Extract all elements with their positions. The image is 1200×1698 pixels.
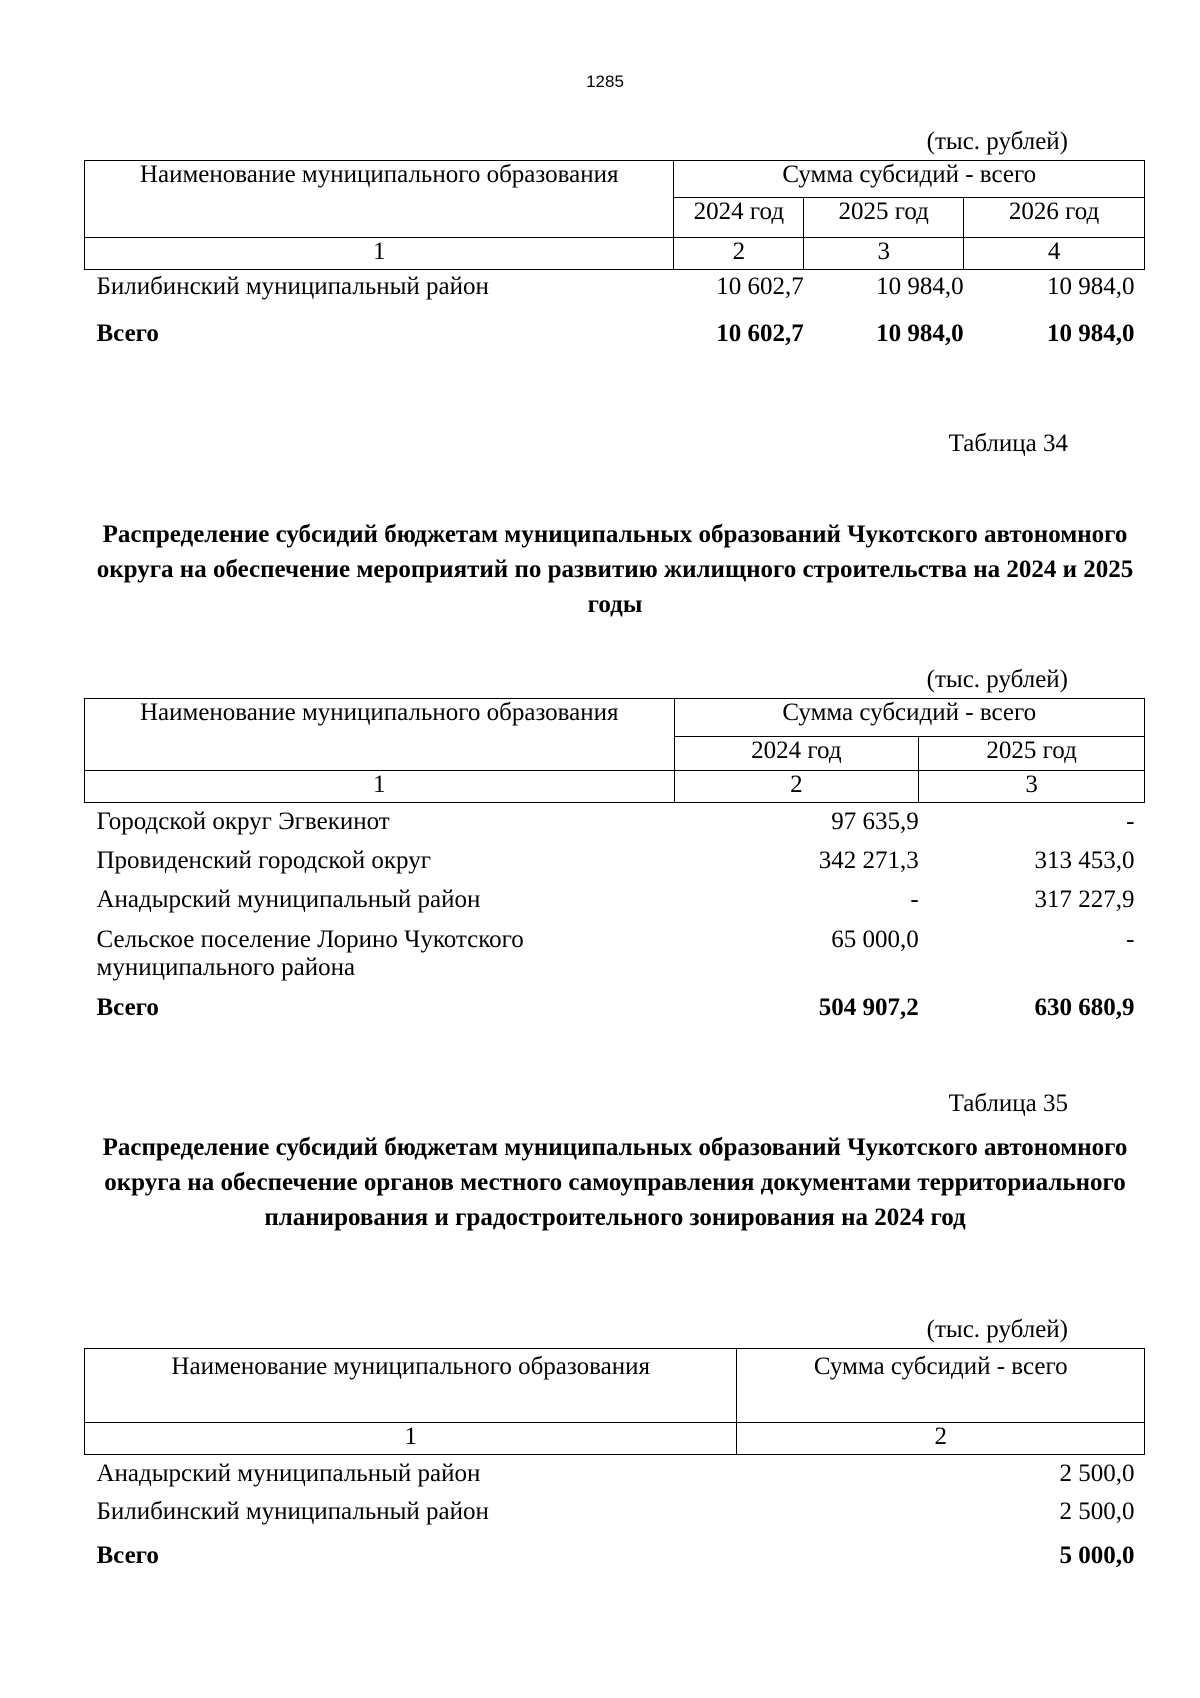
row-value: 10 984,0: [876, 273, 964, 301]
col-number: 2: [737, 1423, 1145, 1455]
row-name: Провиденский городской округ: [96, 847, 431, 874]
table-row: [85, 1455, 1145, 1493]
total-value: 630 680,9: [1034, 993, 1135, 1021]
table-title-35: Распределение субсидий бюджетам муниципальных образований Чукотского автономного округа на обеспечение органов местного самоуправления документами территориального планирования и градостроительного зонирования на 2024 год: [102, 1134, 1128, 1231]
col-header-sum: Сумма субсидий - всего: [674, 699, 1145, 737]
row-value: 10 984,0: [1047, 273, 1135, 301]
units-label-35: (тыс. рублей): [926, 1316, 1068, 1343]
col-header-year: 2025 год: [804, 198, 964, 238]
row-value: -: [1126, 925, 1135, 953]
table-row: [85, 920, 1145, 990]
subsidy-table-a: [84, 160, 1145, 363]
col-header-sum: Сумма субсидий - всего: [674, 161, 1145, 198]
total-value: 504 907,2: [818, 993, 919, 1021]
subsidy-table-35: [84, 1348, 1145, 1581]
total-label: Всего: [96, 993, 159, 1021]
subsidy-table-34: [84, 698, 1145, 1026]
col-header-year: 2024 год: [674, 198, 804, 238]
row-value: 313 453,0: [1034, 847, 1135, 874]
table-caption-35: Таблица 35: [948, 1090, 1068, 1117]
table-title-34: Распределение субсидий бюджетам муниципальных образований Чукотского автономного округа на обеспечение мероприятий по развитию жилищного строительства на 2024 и 2025 годы: [96, 521, 1134, 618]
table-row: [85, 270, 1145, 305]
total-row: [85, 305, 1145, 363]
col-number: 3: [919, 771, 1145, 803]
row-value: 65 000,0: [831, 925, 919, 953]
col-number: 1: [85, 1423, 737, 1455]
row-value: 2 500,0: [1059, 1459, 1135, 1487]
row-value: 10 602,7: [716, 273, 804, 301]
col-header-year: 2024 год: [674, 737, 919, 771]
row-value: 317 227,9: [1034, 886, 1135, 913]
total-label: Всего: [96, 319, 159, 347]
table-row: [85, 1493, 1145, 1531]
row-name: Анадырский муниципальный район: [96, 886, 481, 913]
row-value: 342 271,3: [818, 847, 919, 874]
col-number: 3: [804, 238, 964, 270]
total-row: [85, 1531, 1145, 1581]
row-name: Билибинский муниципальный район: [96, 1497, 489, 1525]
units-label-a: (тыс. рублей): [926, 128, 1068, 155]
row-value: 97 635,9: [831, 808, 919, 836]
total-value: 10 984,0: [1047, 319, 1135, 347]
table-row: [85, 803, 1145, 842]
row-value: 2 500,0: [1059, 1497, 1135, 1525]
units-label-34: (тыс. рублей): [926, 666, 1068, 693]
col-header-year: 2025 год: [919, 737, 1145, 771]
total-value: 10 984,0: [876, 319, 964, 347]
row-name: Билибинский муниципальный район: [96, 273, 489, 301]
col-header-name: Наименование муниципального образования: [85, 1349, 737, 1423]
total-row: [85, 990, 1145, 1026]
table-caption-34: Таблица 34: [948, 430, 1068, 457]
col-header-name: Наименование муниципального образования: [85, 699, 675, 771]
page-number: 1285: [586, 72, 624, 91]
table-row: [85, 881, 1145, 920]
col-number: 2: [674, 771, 919, 803]
col-header-year: 2026 год: [964, 198, 1145, 238]
row-name: Сельское поселение Лорино Чукотского муниципального района: [96, 925, 524, 981]
col-header-name: Наименование муниципального образования: [85, 161, 674, 238]
total-label: Всего: [96, 1541, 159, 1569]
col-number: 1: [85, 238, 674, 270]
col-number: 4: [964, 238, 1145, 270]
total-value: 5 000,0: [1059, 1541, 1135, 1569]
total-value: 10 602,7: [716, 319, 804, 347]
col-header-sum: Сумма субсидий - всего: [737, 1349, 1145, 1423]
col-number: 2: [674, 238, 804, 270]
col-number: 1: [85, 771, 675, 803]
row-name: Городской округ Эгвекинот: [96, 808, 390, 836]
row-name: Анадырский муниципальный район: [96, 1459, 481, 1487]
row-value: -: [1126, 808, 1135, 836]
row-value: -: [910, 886, 919, 913]
table-row: [85, 842, 1145, 881]
